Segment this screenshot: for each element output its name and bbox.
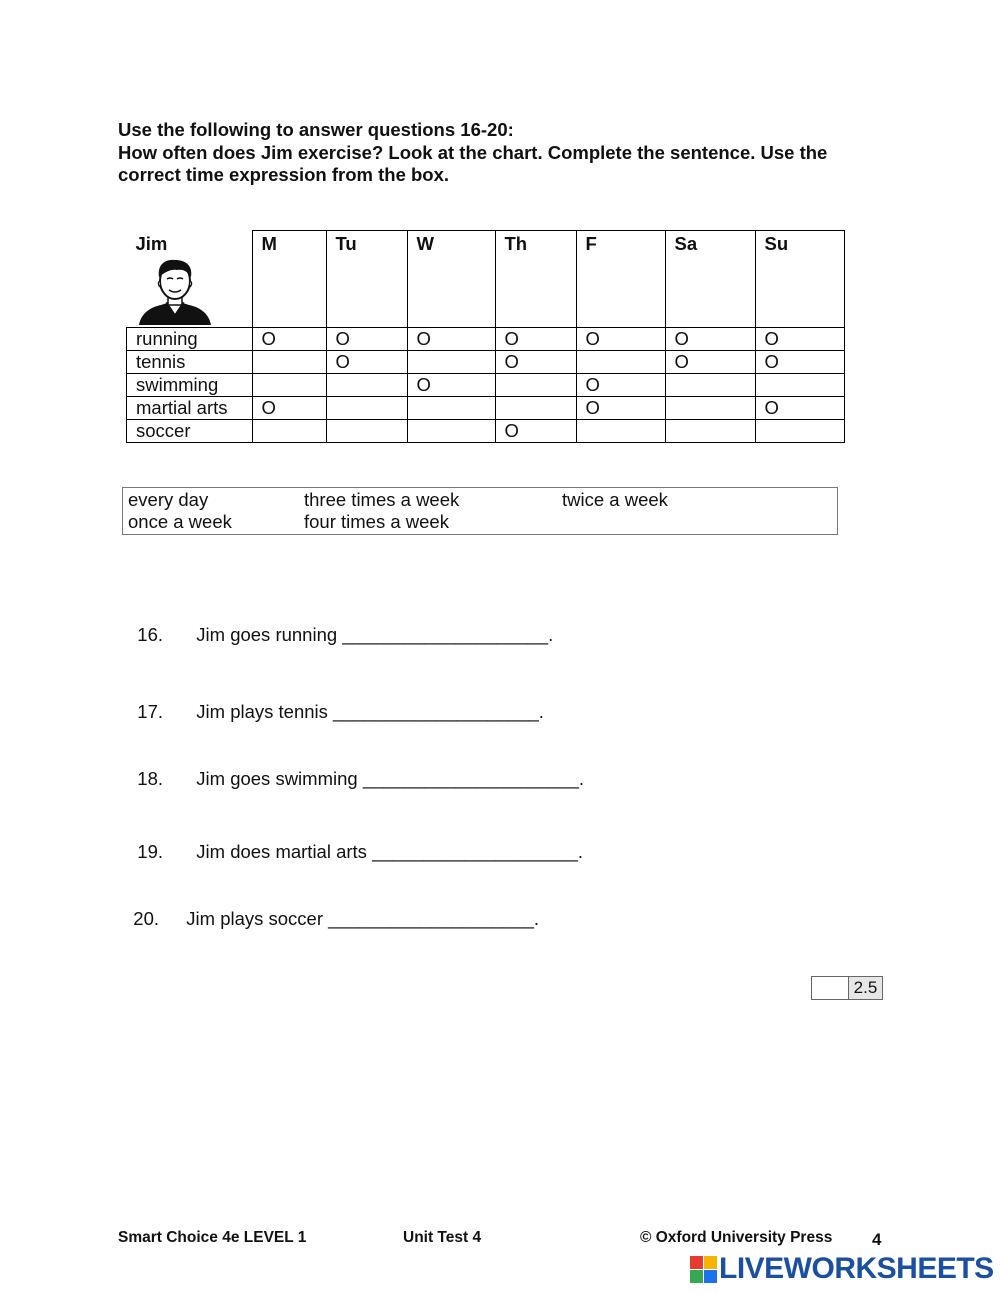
question-text[interactable]: Jim goes swimming _____________________. xyxy=(196,768,585,789)
expression-item: every day xyxy=(128,489,209,510)
table-row xyxy=(127,374,845,397)
question-number: 20. xyxy=(133,908,159,929)
schedule-cell: O xyxy=(326,328,407,351)
table-row xyxy=(127,397,845,420)
expression-item: four times a week xyxy=(304,511,449,532)
day-header: W xyxy=(407,231,495,328)
schedule-cell xyxy=(407,351,495,374)
exercise-schedule-table xyxy=(126,230,845,443)
schedule-cell xyxy=(665,397,755,420)
table-row xyxy=(127,420,845,443)
footer-copyright: © Oxford University Press xyxy=(640,1229,833,1246)
instruction-line-1: Use the following to answer questions 16-20: xyxy=(118,119,514,140)
schedule-cell: O xyxy=(755,328,844,351)
instruction-line-3: correct time expression from the box. xyxy=(118,164,450,185)
schedule-cell: O xyxy=(576,328,665,351)
day-header: Th xyxy=(495,231,576,328)
schedule-cell: O xyxy=(252,397,326,420)
instruction-line-2: How often does Jim exercise? Look at the chart. Complete the sentence. Use the xyxy=(118,141,828,163)
question-19 xyxy=(127,819,583,863)
schedule-cell: O xyxy=(495,328,576,351)
schedule-cell: O xyxy=(407,328,495,351)
score-box xyxy=(811,976,883,1000)
day-header: Tu xyxy=(326,231,407,328)
question-number: 19. xyxy=(137,841,163,862)
schedule-cell: O xyxy=(407,374,495,397)
footer-book: Smart Choice 4e LEVEL 1 xyxy=(118,1229,307,1246)
score-blank[interactable] xyxy=(812,977,849,999)
time-expression-box xyxy=(122,487,838,535)
day-header: Su xyxy=(755,231,844,328)
schedule-cell xyxy=(755,420,844,443)
question-number: 18. xyxy=(137,768,163,789)
page-number: 4 xyxy=(872,1230,882,1249)
instructions xyxy=(118,119,908,187)
question-number: 17. xyxy=(137,701,163,722)
table-row xyxy=(127,328,845,351)
question-text[interactable]: Jim goes running ____________________. xyxy=(196,624,554,645)
schedule-cell xyxy=(665,374,755,397)
schedule-cell: O xyxy=(252,328,326,351)
schedule-cell: O xyxy=(495,351,576,374)
schedule-cell: O xyxy=(495,420,576,443)
question-17 xyxy=(127,679,544,723)
schedule-cell: O xyxy=(755,351,844,374)
schedule-cell xyxy=(326,420,407,443)
question-16 xyxy=(127,602,553,646)
schedule-cell: O xyxy=(326,351,407,374)
question-18 xyxy=(127,746,584,790)
schedule-cell xyxy=(252,351,326,374)
schedule-cell xyxy=(407,397,495,420)
schedule-cell xyxy=(576,351,665,374)
day-header: Sa xyxy=(665,231,755,328)
schedule-cell: O xyxy=(576,374,665,397)
expression-item: twice a week xyxy=(562,489,668,510)
expression-item: three times a week xyxy=(304,489,460,510)
question-number: 16. xyxy=(137,624,163,645)
activity-label: soccer xyxy=(127,420,253,443)
score-value: 2.5 xyxy=(849,977,882,999)
schedule-cell xyxy=(665,420,755,443)
footer-unit: Unit Test 4 xyxy=(403,1229,482,1246)
schedule-cell: O xyxy=(755,397,844,420)
liveworksheets-logo-icon xyxy=(690,1256,717,1283)
name-header xyxy=(127,231,253,328)
expression-item: once a week xyxy=(128,511,232,532)
schedule-cell xyxy=(407,420,495,443)
schedule-cell: O xyxy=(665,328,755,351)
question-text[interactable]: Jim plays soccer ____________________. xyxy=(186,908,540,929)
boy-avatar-icon xyxy=(137,257,213,325)
schedule-cell xyxy=(755,374,844,397)
schedule-cell xyxy=(252,420,326,443)
name-label: Jim xyxy=(135,232,168,254)
schedule-cell xyxy=(326,397,407,420)
question-text[interactable]: Jim does martial arts ____________________. xyxy=(196,841,583,862)
activity-label: tennis xyxy=(127,351,253,374)
day-header: M xyxy=(252,231,326,328)
activity-label: swimming xyxy=(127,374,253,397)
activity-label: running xyxy=(127,328,253,351)
schedule-cell: O xyxy=(665,351,755,374)
schedule-cell xyxy=(495,374,576,397)
watermark-text: LIVEWORKSHEETS xyxy=(719,1252,994,1285)
day-header: F xyxy=(576,231,665,328)
liveworksheets-watermark xyxy=(690,1254,994,1284)
activity-label: martial arts xyxy=(127,397,253,420)
schedule-cell xyxy=(326,374,407,397)
schedule-cell xyxy=(252,374,326,397)
question-20 xyxy=(123,886,539,930)
schedule-cell: O xyxy=(576,397,665,420)
schedule-cell xyxy=(576,420,665,443)
schedule-cell xyxy=(495,397,576,420)
question-text[interactable]: Jim plays tennis ____________________. xyxy=(196,701,544,722)
table-row xyxy=(127,351,845,374)
